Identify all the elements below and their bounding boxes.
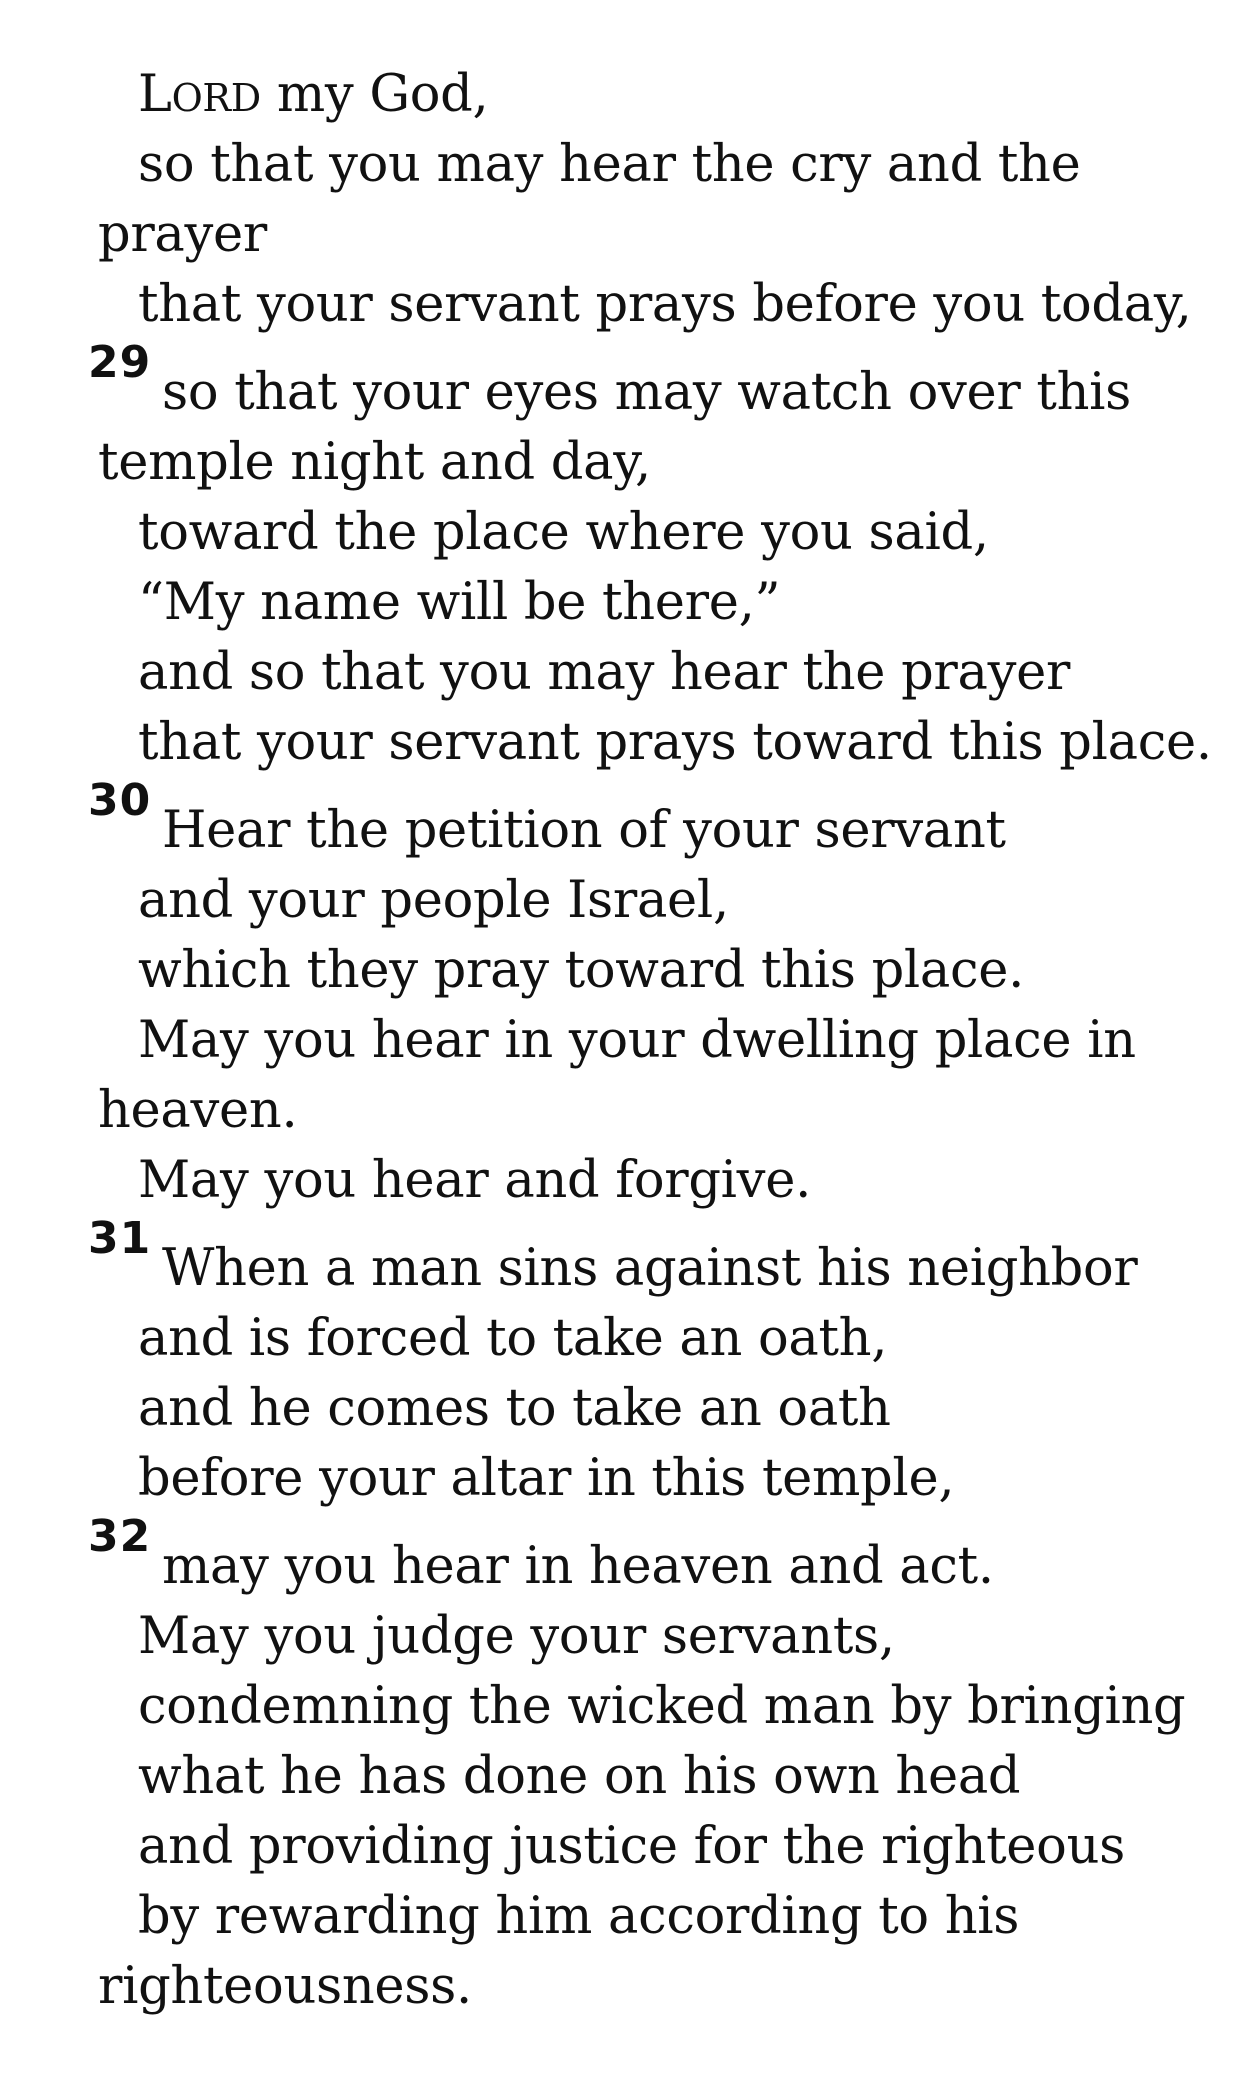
passage-line: When a man sins against his neighbor xyxy=(162,1239,1138,1298)
passage-line: toward the place where you said, xyxy=(138,503,989,562)
passage-line: May you hear and forgive. xyxy=(138,1151,811,1210)
passage-line: what he has done on his own head xyxy=(138,1747,1021,1806)
passage-line: by rewarding him according to his xyxy=(138,1887,1020,1946)
passage-line: and providing justice for the righteous xyxy=(138,1817,1126,1876)
passage-line: may you hear in heaven and act. xyxy=(162,1537,994,1596)
passage-line: and your people Israel, xyxy=(138,871,729,930)
passage-line: May you judge your servants, xyxy=(138,1607,895,1666)
passage-line: which they pray toward this place. xyxy=(138,941,1025,1000)
passage-line: heaven. xyxy=(98,1081,298,1140)
lord-small-caps: LORD xyxy=(138,65,261,124)
passage-line: so that your eyes may watch over this xyxy=(162,363,1132,422)
passage-line: so that you may hear the cry and the xyxy=(138,135,1081,194)
passage-line: that your servant prays before you today, xyxy=(138,275,1192,334)
passage-line: before your altar in this temple, xyxy=(138,1449,955,1508)
verse-number-31: 31 xyxy=(88,1213,152,1264)
passage-line: and he comes to take an oath xyxy=(138,1379,891,1438)
passage-line: temple night and day, xyxy=(98,433,651,492)
passage-line: and is forced to take an oath, xyxy=(138,1309,888,1368)
passage-line: righteousness. xyxy=(98,1957,472,2016)
passage-line: Hear the petition of your servant xyxy=(162,801,1006,860)
verse-number-29: 29 xyxy=(88,337,152,388)
verse-number-30: 30 xyxy=(88,775,152,826)
passage-line: and so that you may hear the prayer xyxy=(138,643,1071,702)
passage-line: condemning the wicked man by bringing xyxy=(138,1677,1186,1736)
passage-line: LORD my God, xyxy=(138,65,489,124)
passage-line: May you hear in your dwelling place in xyxy=(138,1011,1136,1070)
passage-line: that your servant prays toward this place. xyxy=(138,713,1212,772)
verse-number-32: 32 xyxy=(88,1511,152,1562)
passage-line: “My name will be there,” xyxy=(138,573,781,632)
passage-line: prayer xyxy=(98,205,268,264)
